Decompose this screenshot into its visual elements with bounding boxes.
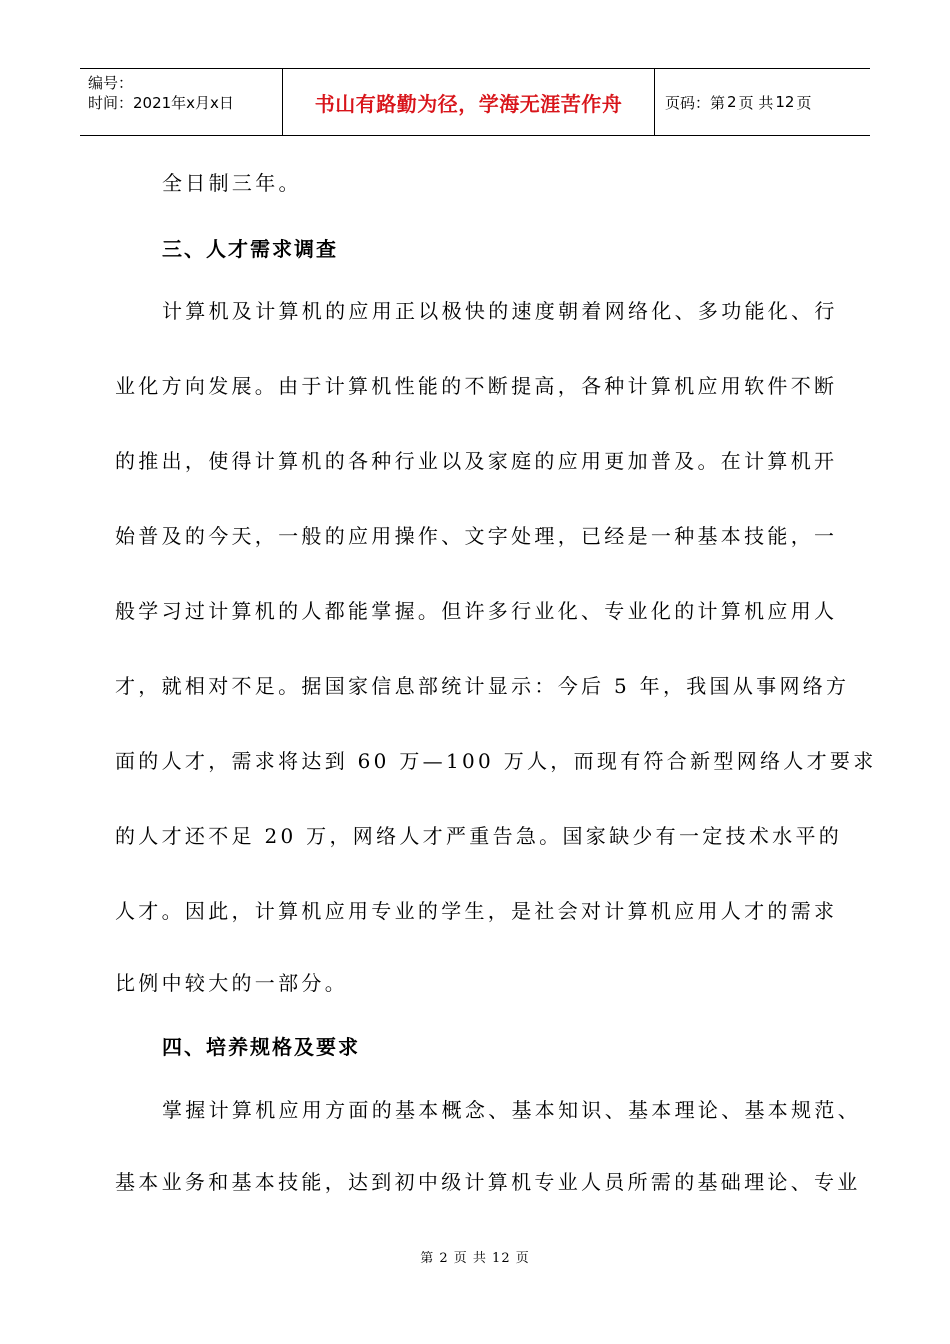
paragraph-line: 全日制三年。	[162, 171, 302, 195]
paragraph-line: 计算机及计算机的应用正以极快的速度朝着网络化、多功能化、行	[162, 299, 838, 323]
paragraph-line: 的人才还不足 20 万，网络人才严重告急。国家缺少有一定技术水平的	[115, 824, 843, 848]
page-current: 2	[727, 93, 737, 111]
paragraph-line: 比例中较大的一部分。	[115, 971, 348, 995]
paragraph-line: 始普及的今天，一般的应用操作、文字处理，已经是一种基本技能，一	[115, 524, 838, 548]
header-meta-cell	[80, 69, 283, 135]
paragraph-line: 面的人才，需求将达到 60 万—100 万人，而现有符合新型网络人才要求	[115, 749, 877, 773]
document-time-label: 时间：2021年x月x日	[88, 94, 234, 112]
paragraph-line: 才，就相对不足。据国家信息部统计显示：今后 5 年，我国从事网络方	[115, 674, 850, 698]
section-heading-training-requirements: 四、培养规格及要求	[162, 1035, 360, 1059]
page-footer: 第 2 页 共 12 页	[420, 1251, 530, 1266]
header-page-info	[655, 69, 870, 135]
paragraph-line: 基本业务和基本技能，达到初中级计算机专业人员所需的基础理论、专业	[115, 1170, 861, 1194]
document-number-label: 编号：	[88, 74, 134, 92]
document-header	[80, 68, 870, 136]
paragraph-line: 业化方向发展。由于计算机性能的不断提高，各种计算机应用软件不断	[115, 374, 838, 398]
section-heading-talent-demand: 三、人才需求调查	[162, 237, 338, 261]
paragraph-line: 人才。因此，计算机应用专业的学生，是社会对计算机应用人才的需求	[115, 899, 838, 923]
paragraph-line: 掌握计算机应用方面的基本概念、基本知识、基本理论、基本规范、	[162, 1098, 861, 1122]
paragraph-line: 般学习过计算机的人都能掌握。但许多行业化、专业化的计算机应用人	[115, 599, 838, 623]
page-label-prefix: 页码：第	[665, 93, 726, 112]
header-motto: 书山有路勤为径，学海无涯苦作舟	[283, 69, 655, 135]
page-label-suffix: 页	[796, 93, 812, 112]
page-total: 12	[775, 93, 795, 111]
page-label-mid: 页 共	[738, 93, 774, 112]
paragraph-line: 的推出，使得计算机的各种行业以及家庭的应用更加普及。在计算机开	[115, 449, 838, 473]
